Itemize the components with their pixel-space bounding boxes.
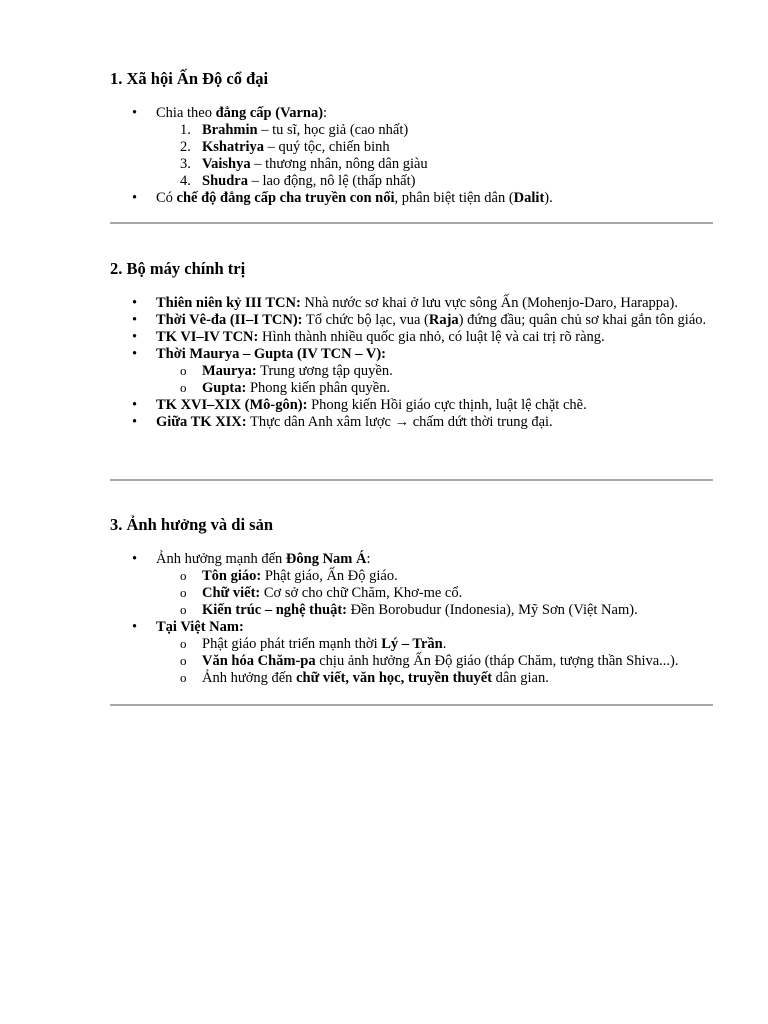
- period-label: Thiên niên kỷ III TCN:: [156, 295, 301, 311]
- dynasty-desc: Trung ương tập quyền.: [256, 363, 393, 379]
- text-run: :: [366, 551, 371, 567]
- period-desc: Tổ chức bộ lạc, vua (: [302, 312, 429, 328]
- section-divider: [110, 479, 713, 481]
- list-item: [110, 329, 713, 346]
- caste-name: Brahmin: [202, 122, 258, 138]
- influence-desc: Đền Borobudur (Indonesia), Mỹ Sơn (Việt Nam).: [347, 602, 638, 618]
- bold-run: Dalit: [513, 190, 545, 206]
- sublist-item: [156, 568, 713, 585]
- dynasty-sublist: [156, 363, 713, 397]
- period-desc: Nhà nước sơ khai ở lưu vực sông Ấn (Mohenjo-Daro, Harappa).: [300, 295, 678, 311]
- list-item: [110, 414, 713, 431]
- text-run: .: [442, 636, 447, 652]
- influence-label: Chữ viết:: [202, 585, 261, 601]
- period-desc: Hình thành nhiều quốc gia nhỏ, có luật lệ và cai trị rõ ràng.: [258, 329, 605, 345]
- list-number: 2.: [180, 139, 191, 155]
- text-run: Có: [156, 190, 177, 206]
- text-run: Phật giáo phát triển mạnh thời: [202, 636, 382, 652]
- text-run: Ảnh hưởng mạnh đến: [156, 551, 286, 567]
- bold-run: Lý – Trần: [381, 636, 443, 652]
- caste-item: [156, 156, 713, 173]
- bold-run: đẳng cấp (Varna): [215, 105, 324, 121]
- list-item: [110, 295, 713, 312]
- period-label: Thời Vê-đa (II–I TCN):: [156, 312, 303, 328]
- list-item: [110, 397, 713, 414]
- text-run: ).: [544, 190, 553, 206]
- list-item: [110, 346, 713, 397]
- section-legacy: [110, 515, 713, 687]
- section-2-heading: 2. Bộ máy chính trị: [110, 259, 246, 278]
- sublist-item: [156, 602, 713, 619]
- text-run: chịu ảnh hưởng Ấn Độ giáo (tháp Chăm, tượng thần Shiva...).: [315, 653, 679, 669]
- list-item: [110, 619, 713, 687]
- sublist-item: [156, 670, 713, 687]
- influence-desc: Phật giáo, Ấn Độ giáo.: [261, 568, 398, 584]
- list-number: 4.: [180, 173, 191, 189]
- caste-item: [156, 122, 713, 139]
- period-label: Giữa TK XIX:: [156, 414, 247, 430]
- period-label: TK XVI–XIX (Mô-gôn):: [156, 397, 308, 413]
- caste-name: Vaishya: [202, 156, 251, 172]
- society-list: [110, 105, 713, 207]
- sublist-item: [156, 363, 713, 380]
- period-label: TK VI–IV TCN:: [156, 329, 259, 345]
- section-3-heading: 3. Ảnh hưởng và di sản: [110, 515, 274, 534]
- section-politics: [110, 259, 713, 431]
- text-run: , phân biệt tiện dân (: [394, 190, 514, 206]
- sublist-item: [156, 380, 713, 397]
- bold-run: Raja: [428, 312, 459, 328]
- list-item: [110, 190, 713, 207]
- caste-desc: – lao động, nô lệ (thấp nhất): [247, 173, 416, 189]
- caste-desc: – thương nhân, nông dân giàu: [250, 156, 428, 172]
- text-run: :: [323, 105, 328, 121]
- bold-run: chế độ đẳng cấp cha truyền con nối: [176, 190, 395, 206]
- list-item: [110, 312, 713, 329]
- period-desc: ) đứng đầu; quân chủ sơ khai gắn tôn giáo.: [458, 312, 707, 328]
- period-label: Thời Maurya – Gupta (IV TCN – V):: [156, 346, 386, 362]
- bold-run: Tại Việt Nam:: [156, 619, 244, 635]
- section-divider: [110, 704, 713, 706]
- influence-label: Kiến trúc – nghệ thuật:: [202, 602, 347, 618]
- caste-name: Kshatriya: [202, 139, 265, 155]
- politics-list: [110, 295, 713, 431]
- list-number: 3.: [180, 156, 191, 172]
- period-desc: Phong kiến Hồi giáo cực thịnh, luật lệ chặt chẽ.: [307, 397, 587, 413]
- bold-run: Văn hóa Chăm-pa: [202, 653, 316, 669]
- dynasty-label: Maurya:: [202, 363, 257, 379]
- caste-desc: – quý tộc, chiến binh: [264, 139, 390, 155]
- list-item: [110, 105, 713, 190]
- caste-item: [156, 173, 713, 190]
- caste-item: [156, 139, 713, 156]
- sea-influence-sublist: [156, 568, 713, 619]
- sublist-item: [156, 653, 713, 670]
- text-run: Chia theo: [156, 105, 216, 121]
- influence-label: Tôn giáo:: [202, 568, 262, 584]
- vietnam-sublist: [156, 636, 713, 687]
- bold-run: Đông Nam Á: [285, 551, 367, 567]
- list-item: [110, 551, 713, 619]
- caste-desc: – tu sĩ, học giả (cao nhất): [257, 122, 409, 138]
- influence-desc: Cơ sở cho chữ Chăm, Khơ-me cổ.: [260, 585, 463, 601]
- bold-run: chữ viết, văn học, truyền thuyết: [296, 670, 493, 686]
- dynasty-desc: Phong kiến phân quyền.: [246, 380, 391, 396]
- dynasty-label: Gupta:: [202, 380, 247, 396]
- section-society: [110, 69, 713, 207]
- section-1-heading: 1. Xã hội Ấn Độ cổ đại: [110, 69, 269, 88]
- period-desc: Thực dân Anh xâm lược → chấm dứt thời trung đại.: [246, 414, 553, 430]
- list-number: 1.: [180, 122, 191, 138]
- caste-list: [156, 122, 713, 190]
- section-divider: [110, 222, 713, 224]
- text-run: dân gian.: [492, 670, 549, 686]
- sublist-item: [156, 585, 713, 602]
- sublist-item: [156, 636, 713, 653]
- legacy-list: [110, 551, 713, 687]
- caste-name: Shudra: [202, 173, 248, 189]
- text-run: Ảnh hưởng đến: [202, 670, 297, 686]
